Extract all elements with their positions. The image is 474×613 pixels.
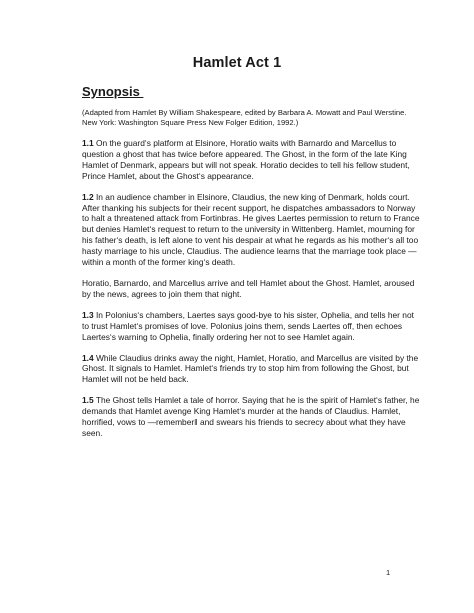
paragraph-text: While Claudius drinks away the night, Hamlet, Horatio, and Marcellus are visited by the Ghost. It signals to Hamlet. Hamlet‘s friends try to stop him from following the Ghost, but Hamlet will not be held back. [82, 352, 419, 385]
paragraph-1-2-continued [82, 278, 422, 300]
paragraph-text: Horatio, Barnardo, and Marcellus arrive and tell Hamlet about the Ghost. Hamlet, aroused by the news, agrees to join them that night. [82, 277, 415, 299]
paragraph-text: In Polonius‘s chambers, Laertes says good-bye to his sister, Ophelia, and tells her not to trust Hamlet‘s promises of love. Polonius joins them, sends Laertes off, then echoes Laertes‘s warning to Ophelia, finally ordering her not to see Hamlet again. [82, 309, 414, 342]
page-title: Hamlet Act 1 [192, 55, 282, 71]
section-heading: Synopsis [82, 84, 144, 99]
paragraph-1-5 [82, 395, 422, 439]
page-number: 1 [386, 568, 391, 577]
scene-number: 1.4 [82, 352, 94, 363]
scene-number: 1.5 [82, 395, 94, 406]
source-note: (Adapted from Hamlet By William Shakespeare, edited by Barbara A. Mowatt and Paul Werstine. New York: Washington Square Press New Folger Edition, 1992.) [82, 108, 407, 127]
paragraph-1-1 [82, 138, 422, 182]
paragraph-text: On the guard‘s platform at Elsinore, Horatio waits with Barnardo and Marcellus to question a ghost that has twice before appeared. The Ghost, in the form of the late King Hamlet of Denmark, appears but will not speak. Horatio decides to tell his fellow student, Prince Hamlet, about the Ghost‘s appearance. [82, 138, 410, 181]
scene-number: 1.1 [82, 138, 94, 148]
paragraph-1-2 [82, 192, 422, 268]
paragraph-text: The Ghost tells Hamlet a tale of horror. Saying that he is the spirit of Hamlet‘s father, he demands that Hamlet avenge King Hamlet‘s murder at the hands of Claudius. Hamlet, horrified, vows to —rememberǁ and swears his friends to secrecy about what they have seen. [82, 395, 420, 438]
paragraph-1-4 [82, 353, 422, 386]
paragraph-text: In an audience chamber in Elsinore, Claudius, the new king of Denmark, holds court. After thanking his subjects for their recent support, he dispatches ambassadors to Norway to halt a threatened attack from Fortinbras. He gives Laertes permission to return to France but denies Hamlet‘s request to return to the university in Wittenberg. Hamlet, mourning for his father‘s death, is left alone to vent his despair at what he regards as his mother‘s all too hasty marriage to his uncle, Claudius. The audience learns that the marriage took place —within a month of the former king‘s death. [82, 191, 420, 268]
paragraph-1-3 [82, 310, 422, 343]
document-body [82, 84, 422, 449]
scene-number: 1.3 [82, 309, 94, 320]
scene-number: 1.2 [82, 191, 94, 202]
